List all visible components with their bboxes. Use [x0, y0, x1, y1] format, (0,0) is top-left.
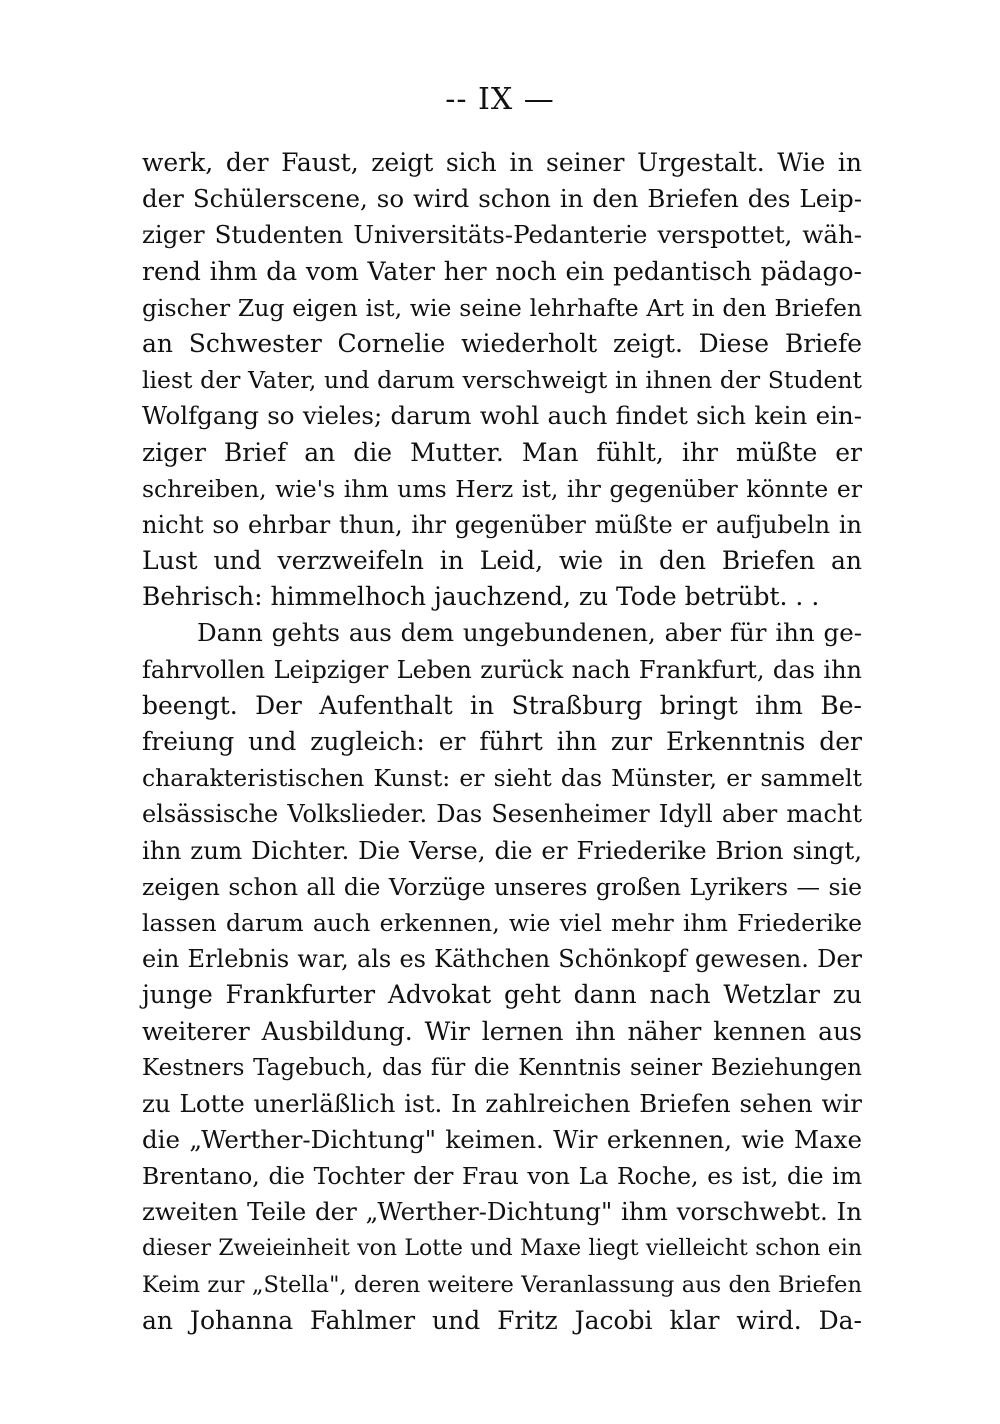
text-line: liest der Vater, und darum verschweigt in ihnen der Student [142, 366, 862, 395]
paragraph-2 [142, 615, 862, 1339]
text-line: an Schwester Cornelie wiederholt zeigt. Diese Briefe [142, 328, 862, 358]
text-line: ein Erlebnis war, als es Käthchen Schönkopf gewesen. Der [142, 945, 862, 974]
text-line: ziger Studenten Universitäts-Pedanterie verspottet, wäh- [142, 220, 862, 250]
page-number-header: -- IX — [445, 82, 555, 117]
text-line: ihn zum Dichter. Die Verse, die er Friederike Brion singt, [142, 835, 862, 865]
text-line: Keim zur „Stella", deren weitere Veranlassung aus den Briefen [142, 1271, 862, 1298]
text-line: die „Werther-Dichtung" keimen. Wir erkennen, wie Maxe [142, 1125, 862, 1155]
text-line: Dann gehts aus dem ungebundenen, aber für ihn ge- [197, 618, 862, 648]
text-line: Kestners Tagebuch, das für die Kenntnis seiner Beziehungen [142, 1054, 862, 1081]
text-line: charakteristischen Kunst: er sieht das Münster, er sammelt [142, 764, 862, 793]
text-line: beengt. Der Aufenthalt in Straßburg bringt ihm Be- [142, 690, 862, 720]
text-line: Brentano, die Tochter der Frau von La Roche, es ist, die im [142, 1162, 862, 1191]
text-line: elsässische Volkslieder. Das Sesenheimer Idyll aber macht [142, 800, 862, 829]
text-line: weiterer Ausbildung. Wir lernen ihn näher kennen aus [142, 1016, 862, 1046]
text-line: dieser Zweieinheit von Lotte und Maxe liegt vielleicht schon ein [142, 1235, 862, 1261]
text-line: werk, der Faust, zeigt sich in seiner Urgestalt. Wie in [142, 148, 862, 177]
text-line: zu Lotte unerläßlich ist. In zahlreichen Briefen sehen wir [142, 1088, 862, 1118]
text-line: freiung und zugleich: er führt ihn zur Erkenntnis der [142, 727, 862, 756]
text-line: gischer Zug eigen ist, wie seine lehrhafte Art in den Briefen [142, 293, 862, 322]
text-line: zweiten Teile der „Werther-Dichtung" ihm vorschwebt. In [142, 1197, 862, 1227]
text-line: Behrisch: himmelhoch jauchzend, zu Tode betrübt. . . [142, 582, 820, 612]
body-text [142, 145, 862, 1339]
text-line: rend ihm da vom Vater her noch ein pedantisch pädago- [142, 256, 862, 286]
text-line: ziger Brief an die Mutter. Man fühlt, ihr müßte er [142, 437, 862, 467]
text-line: zeigen schon all die Vorzüge unseres großen Lyrikers — sie [142, 872, 862, 901]
text-line: junge Frankfurter Advokat geht dann nach Wetzlar zu [142, 980, 862, 1010]
text-line: Wolfgang so vieles; darum wohl auch findet sich kein ein- [142, 401, 862, 431]
text-line: schreiben, wie's ihm ums Herz ist, ihr gegenüber könnte er [142, 474, 862, 503]
text-line: nicht so ehrbar thun, ihr gegenüber müßte er aufjubeln in [142, 510, 862, 539]
text-line: der Schülerscene, so wird schon in den Briefen des Leip- [142, 184, 862, 214]
paragraph-1 [142, 145, 862, 615]
text-line: Lust und verzweifeln in Leid, wie in den Briefen an [142, 546, 862, 576]
text-line: lassen darum auch erkennen, wie viel mehr ihm Friederike [142, 908, 862, 937]
text-line: fahrvollen Leipziger Leben zurück nach Frankfurt, das ihn [142, 655, 862, 684]
text-line: an Johanna Fahlmer und Fritz Jacobi klar wird. Da- [142, 1306, 862, 1335]
